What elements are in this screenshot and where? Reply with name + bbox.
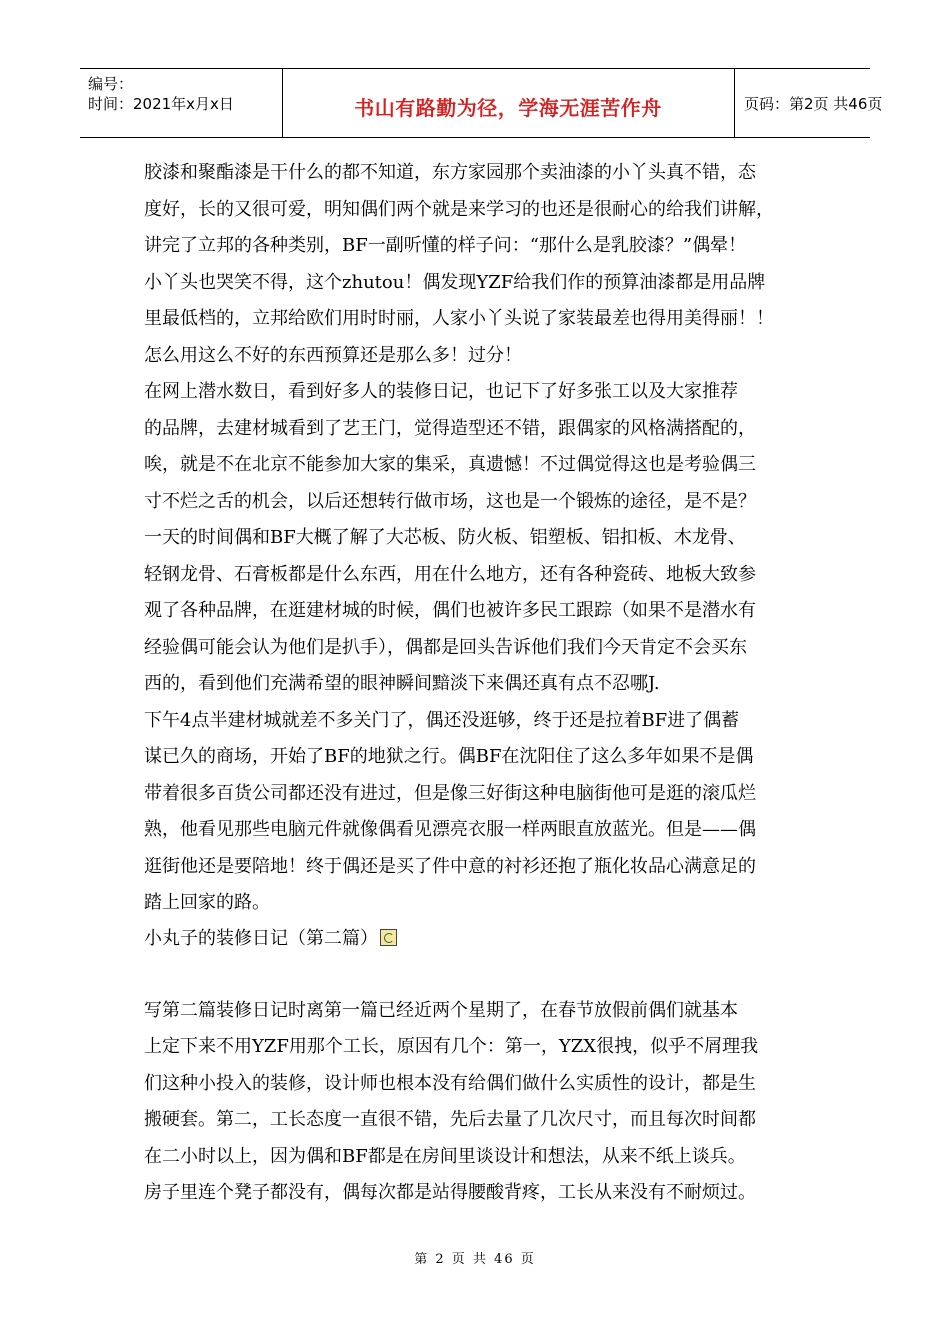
document-number-label: 编号：: [88, 75, 134, 93]
body-line: 轻钢龙骨、石膏板都是什么东西，用在什么地方，还有各种瓷砖、地板大致参: [144, 563, 756, 585]
page-header: [80, 68, 883, 138]
body-line: 房子里连个凳子都没有，偶每次都是站得腰酸背疼，工长从来没有不耐烦过。: [144, 1182, 756, 1203]
body-line: 在二小时以上，因为偶和BF都是在房间里谈设计和想法，从来不纸上谈兵。: [144, 1145, 746, 1167]
header-right-cell: [735, 69, 883, 137]
body-line: 西的，看到他们充满希望的眼神瞬间黯淡下来偶还真有点不忍哪J.: [144, 673, 660, 694]
body-line: 里最低档的，立邦给欧们用时时丽，人家小丫头说了家装最差也得用美得丽！！: [144, 308, 774, 329]
header-page-label: 页码：第2页 共46页: [744, 95, 883, 113]
body-line: 逛街他还是要陪地！终于偶还是买了件中意的衬衫还抱了瓶化妆品心满意足的: [144, 855, 756, 877]
section-title: [144, 922, 814, 955]
body-line: 写第二篇装修日记时离第一篇已经近两个星期了，在春节放假前偶们就基本: [144, 999, 738, 1021]
body-line: 的品牌，去建材城看到了艺王门，觉得造型还不错，跟偶家的风格满搭配的，: [144, 417, 756, 439]
document-date-label: 时间：2021年x月x日: [88, 95, 234, 113]
header-motto-cell: [282, 69, 735, 137]
attachment-icon: [380, 929, 397, 946]
body-line: 一天的时间偶和BF大概了解了大芯板、防火板、铝塑板、铝扣板、木龙骨、: [144, 527, 746, 548]
body-line: 踏上回家的路。: [144, 892, 270, 913]
header-left-cell: [80, 69, 283, 137]
body-line: 熟，他看见那些电脑元件就像偶看见漂亮衣服一样两眼直放蓝光。但是——偶: [144, 819, 756, 840]
page-footer: 第 2 页 共 46 页: [414, 1252, 536, 1267]
body-line: 谋已久的商场，开始了BF的地狱之行。偶BF在沈阳住了这么多年如果不是偶: [144, 746, 754, 767]
body-line: 讲完了立邦的各种类别，BF一副听懂的样子问：“那什么是乳胶漆？”偶晕！: [144, 235, 747, 256]
body-line: 带着很多百货公司都还没有进过，但是像三好街这种电脑街他可是逛的滚瓜烂: [144, 782, 756, 804]
body-line: 下午4点半建材城就差不多关门了，偶还没逛够，终于还是拉着BF进了偶蓄: [144, 709, 740, 731]
body-line: 怎么用这么不好的东西预算还是那么多！过分！: [144, 344, 522, 366]
body-line: 胶漆和聚酯漆是干什么的都不知道，东方家园那个卖油漆的小丫头真不错，态: [144, 162, 756, 183]
body-line: 度好，长的又很可爱，明知偶们两个就是来学习的也还是很耐心的给我们讲解，: [144, 198, 774, 220]
section-title-text: 小丸子的装修日记（第二篇）: [144, 927, 378, 949]
blank-gap: [144, 955, 814, 993]
document-body: [144, 155, 814, 1212]
body-line: 上定下来不用YZF用那个工长，原因有几个：第一，YZX很拽，似乎不屑理我: [144, 1036, 759, 1057]
body-line: 们这种小投入的装修，设计师也根本没有给偶们做什么实质性的设计，都是生: [144, 1072, 756, 1094]
body-line: 小丫头也哭笑不得，这个zhutou！偶发现YZF给我们作的预算油漆都是用品牌: [144, 271, 766, 293]
body-line: 观了各种品牌，在逛建材城的时候，偶们也被许多民工跟踪（如果不是潜水有: [144, 600, 756, 621]
body-line: 搬硬套。第二，工长态度一直很不错，先后去量了几次尺寸，而且每次时间都: [144, 1109, 756, 1130]
body-line: 经验偶可能会认为他们是扒手），偶都是回头告诉他们我们今天肯定不会买东: [144, 636, 747, 658]
body-line: 唉，就是不在北京不能参加大家的集采，真遗憾！不过偶觉得这也是考验偶三: [144, 454, 756, 475]
header-motto: 书山有路勤为径，学海无涯苦作舟: [354, 96, 662, 120]
body-line: 在网上潜水数日，看到好多人的装修日记，也记下了好多张工以及大家推荐: [144, 381, 738, 402]
body-line: 寸不烂之舌的机会，以后还想转行做市场，这也是一个锻炼的途径，是不是？: [144, 490, 756, 512]
